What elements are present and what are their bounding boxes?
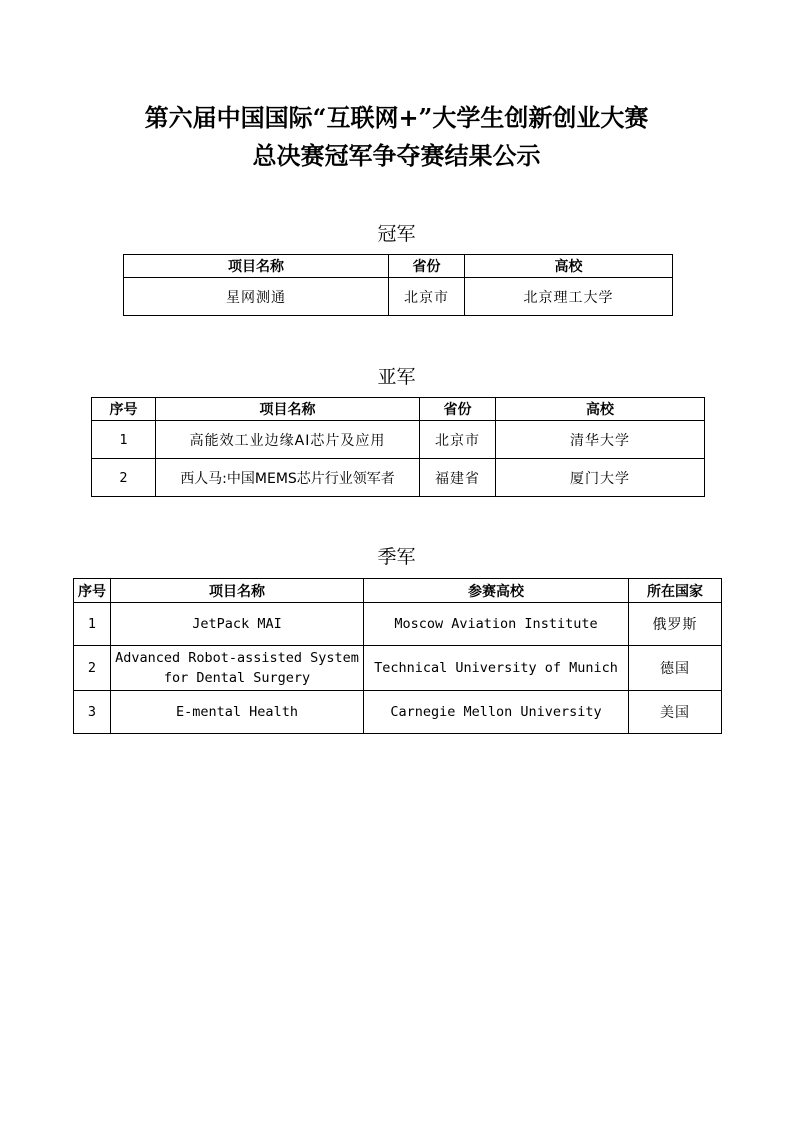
column-header-project: 项目名称 <box>156 398 420 421</box>
column-header-no: 序号 <box>74 579 111 603</box>
cell-country: 德国 <box>629 646 722 691</box>
cell-project: E-mental Health <box>111 691 364 734</box>
table-row <box>74 691 722 734</box>
column-header-school: 高校 <box>465 255 673 278</box>
table-row <box>124 278 673 316</box>
cell-project: Advanced Robot-assisted System for Dental Surgery <box>111 646 364 691</box>
cell-no: 2 <box>74 646 111 691</box>
column-header-school: 高校 <box>496 398 705 421</box>
runner-up-heading: 亚军 <box>377 366 416 388</box>
column-header-province: 省份 <box>420 398 496 421</box>
column-header-project: 项目名称 <box>124 255 389 278</box>
cell-school: Technical University of Munich <box>364 646 629 691</box>
table-row <box>74 646 722 691</box>
cell-school: 北京理工大学 <box>465 278 673 316</box>
column-header-school: 参赛高校 <box>364 579 629 603</box>
runner-up-table <box>91 397 705 497</box>
cell-school: Moscow Aviation Institute <box>364 603 629 646</box>
cell-no: 1 <box>92 421 156 459</box>
table-row <box>92 459 705 497</box>
cell-province: 北京市 <box>389 278 465 316</box>
table-header-row <box>74 579 722 603</box>
champion-table <box>123 254 673 316</box>
cell-country: 俄罗斯 <box>629 603 722 646</box>
table-header-row <box>124 255 673 278</box>
cell-school: Carnegie Mellon University <box>364 691 629 734</box>
document-title-line1: 第六届中国国际“互联网+”大学生创新创业大赛 <box>144 103 649 132</box>
column-header-country: 所在国家 <box>629 579 722 603</box>
cell-no: 2 <box>92 459 156 497</box>
column-header-project: 项目名称 <box>111 579 364 603</box>
column-header-no: 序号 <box>92 398 156 421</box>
champion-heading: 冠军 <box>377 223 416 245</box>
third-table <box>73 578 722 734</box>
cell-no: 3 <box>74 691 111 734</box>
table-row <box>74 603 722 646</box>
document-title-line2: 总决赛冠军争夺赛结果公示 <box>252 141 541 170</box>
table-row <box>92 421 705 459</box>
cell-province: 福建省 <box>420 459 496 497</box>
cell-school: 清华大学 <box>496 421 705 459</box>
cell-school: 厦门大学 <box>496 459 705 497</box>
column-header-province: 省份 <box>389 255 465 278</box>
cell-project: JetPack MAI <box>111 603 364 646</box>
cell-project: 高能效工业边缘AI芯片及应用 <box>156 421 420 459</box>
cell-country: 美国 <box>629 691 722 734</box>
third-heading: 季军 <box>377 546 416 568</box>
cell-no: 1 <box>74 603 111 646</box>
cell-project: 西人马:中国MEMS芯片行业领军者 <box>156 459 420 497</box>
table-header-row <box>92 398 705 421</box>
cell-project: 星网测通 <box>124 278 389 316</box>
cell-province: 北京市 <box>420 421 496 459</box>
